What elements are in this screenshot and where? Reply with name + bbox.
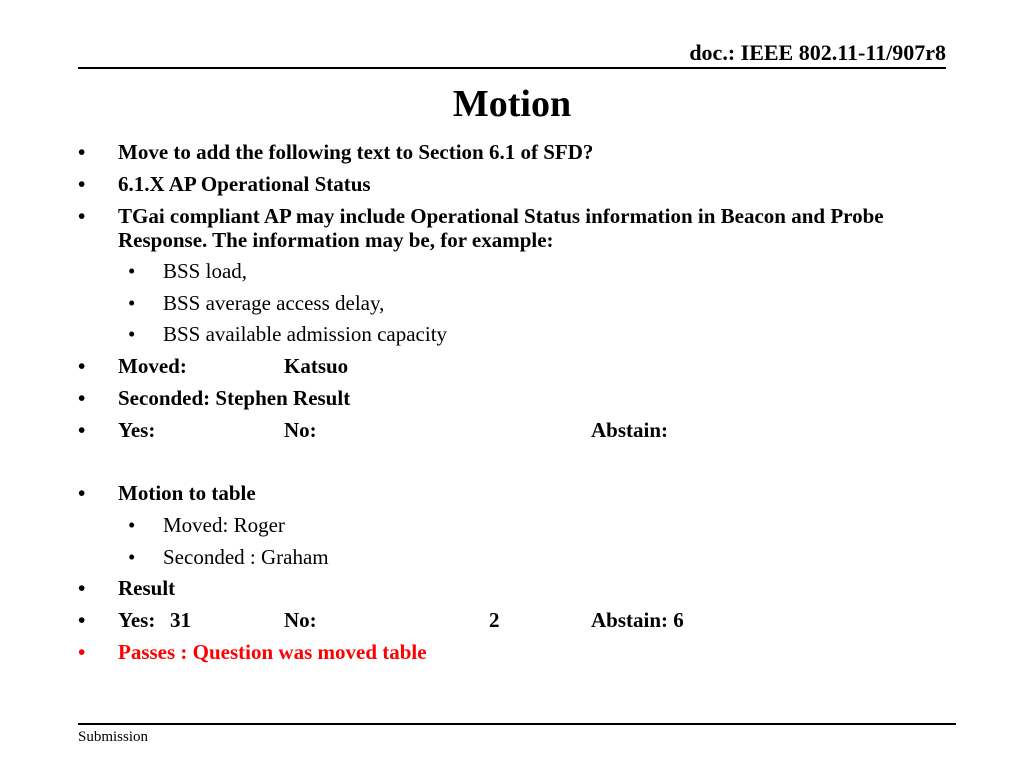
bullet-marker: •	[78, 418, 86, 442]
bullet-marker: •	[128, 322, 136, 346]
moved-value: Katsuo	[284, 354, 349, 378]
bullet-marker: •	[78, 140, 86, 164]
sub-bullet-text: BSS average access delay,	[163, 291, 385, 315]
vote-no-label: No:	[284, 418, 317, 442]
document-id: doc.: IEEE 802.11-11/907r8	[689, 40, 946, 65]
footer-divider	[78, 723, 956, 725]
bullet-marker: •	[78, 640, 86, 664]
bullet-text: TGai compliant AP may include Operational Status information in Beacon and Probe Response. The information may be, for example:	[118, 204, 884, 252]
bullet-marker: •	[78, 608, 86, 632]
vote-yes-label: Yes:	[118, 418, 156, 442]
bullet-marker: •	[128, 513, 136, 537]
passes-text: Passes : Question was moved table	[118, 640, 427, 664]
bullet-marker: •	[78, 354, 86, 378]
moved-label: Moved:	[118, 354, 187, 378]
bullet-marker: •	[128, 259, 136, 283]
slide-title: Motion	[452, 83, 572, 125]
bullet-marker: •	[78, 204, 86, 228]
bullet-marker: •	[78, 386, 86, 410]
sub-bullet-text: Seconded : Graham	[163, 545, 329, 569]
vote-abstain-label: Abstain: 6	[591, 608, 684, 632]
result-label: Result	[118, 576, 176, 600]
sub-bullet-text: BSS load,	[163, 259, 248, 283]
bullet-text: Motion to table	[118, 481, 256, 505]
bullet-marker: •	[78, 172, 86, 196]
vote-abstain-label: Abstain:	[591, 418, 669, 442]
sub-bullet-text: Moved: Roger	[163, 513, 285, 537]
vote-yes-count: 31	[170, 608, 191, 632]
bullet-text: Move to add the following text to Section 6.1 of SFD?	[118, 140, 594, 164]
bullet-marker: •	[128, 545, 136, 569]
bullet-marker: •	[78, 576, 86, 600]
bullet-marker: •	[128, 291, 136, 315]
bullet-text: 6.1.X AP Operational Status	[118, 172, 371, 196]
sub-bullet-text: BSS available admission capacity	[163, 322, 448, 346]
vote-no-count: 2	[489, 608, 500, 632]
vote-no-label: No:	[284, 608, 317, 632]
bullet-marker: •	[78, 481, 86, 505]
footer-submission-label: Submission	[78, 729, 149, 745]
seconded-text: Seconded: Stephen Result	[118, 386, 351, 410]
vote-yes-label: Yes:	[118, 608, 156, 632]
